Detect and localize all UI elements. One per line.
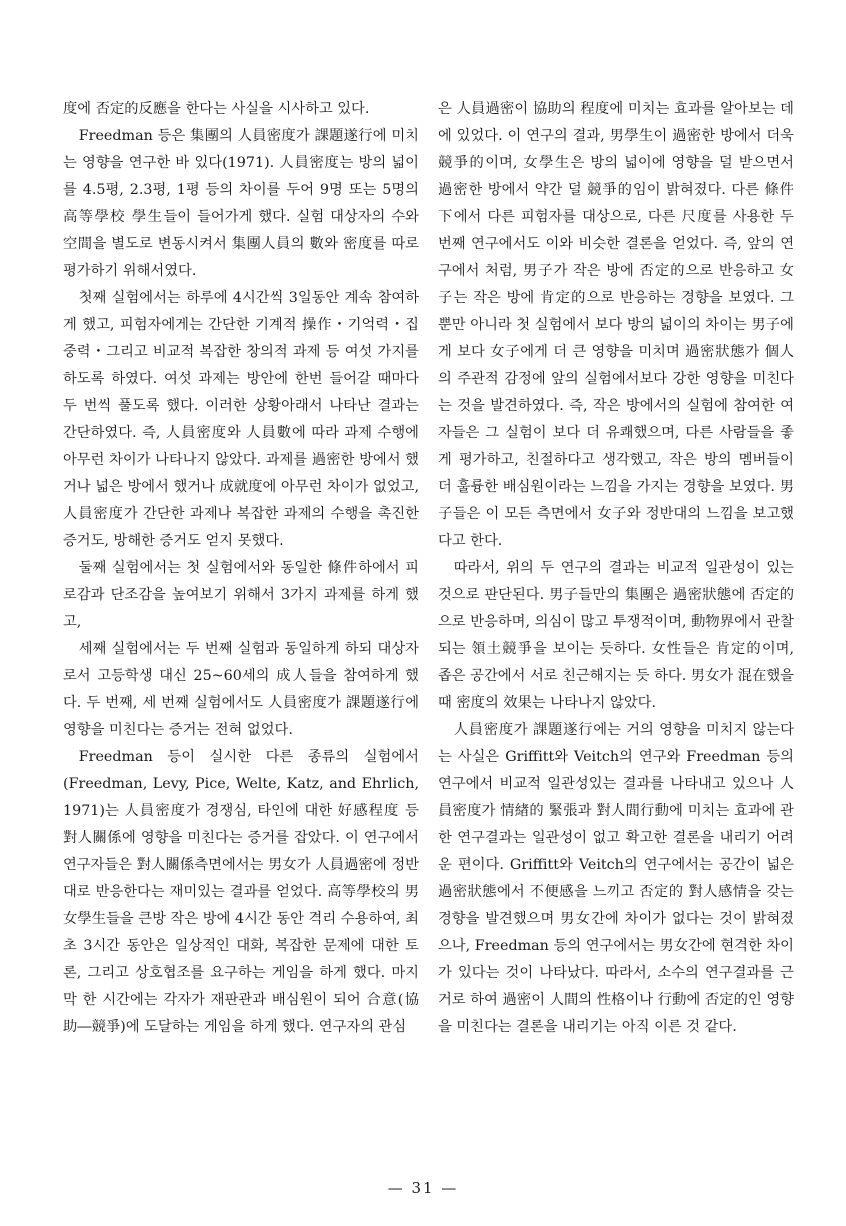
- paragraph: 따라서, 위의 두 연구의 결과는 비교적 일관성이 있는 것으로 판단된다. 男子들만의 集團은 過密狀態에 否定的으로 반응하며, 의심이 많고 투쟁적이며, 動物界에서 관찰되는 領土競爭을 보이는 듯하다. 女性들은 肯定的이며, 좁은 공간에서 서로 친근해지는 듯 하다. 男女가 混在했을 때 密度의 效果는 나타나지 않았다.: [438, 560, 794, 711]
- right-column: [438, 96, 794, 1041]
- paragraph: Freedman 등이 실시한 다른 종류의 실험에서 (Freedman, Levy, Pice, Welte, Katz, and Ehrlich, 1971)는 人員密度가 경쟁심, 타인에 대한 好感程度 등 對人關係에 영향을 미친다는 증거를 잡았다. 이 연구에서 연구자들은 對人關係측면에서는 男女가 人員過密에 정반대로 반응한다는 재미있는 결과를 얻었다. 高等學校의 男女學生들을 큰방 작은 방에 4시간 동안 격리 수용하여, 최초 3시간 동안은 일상적인 대화, 복잡한 문제에 대한 토론, 그리고 상호협조를 요구하는 게임을 하게 했다. 마지막 한 시간에는 각자가 재판관과 배심원이 되어 合意(協助―競爭)에 도달하는 게임을 하게 했다. 연구자의 관심: [63, 749, 419, 1035]
- paragraph: Freedman 등은 集團의 人員密度가 課題遂行에 미치는 영향을 연구한 바 있다(1971). 人員密度는 방의 넓이를 4.5평, 2.3평, 1평 등의 차이를 두어 9명 또는 5명의 高等學校 學生들이 들어가게 했다. 실험 대상자의 수와 空間을 별도로 변동시켜서 集團人員의 數와 密度를 따로 평가하기 위해서였다.: [63, 128, 419, 279]
- paragraph: 度에 否定的反應을 한다는 사실을 시사하고 있다.: [63, 101, 370, 117]
- left-column: [63, 96, 419, 1041]
- paragraph: 人員密度가 課題遂行에는 거의 영향을 미치지 않는다는 사실은 Griffitt와 Veitch의 연구와 Freedman 등의 연구에서 비교적 일관성있는 결과를 나타내고 있으나 人員密度가 情緖的 緊張과 對人間行動에 미치는 효과에 관한 연구결과는 일관성이 없고 확고한 결론을 내리기 어려운 편이다. Griffitt와 Veitch의 연구에서는 공간이 넓은 過密狀態에서 不便感을 느끼고 否定的 對人感情을 갖는 경향을 발견했으며 男女간에 차이가 없다는 것이 밝혀졌으나, Freedman 등의 연구에서는 男女간에 현격한 차이가 있다는 것이 나타났다. 따라서, 소수의 연구결과를 근거로 하여 過密이 人間의 性格이나 行動에 否定的인 영향을 미친다는 결론을 내리기는 아직 이른 것 같다.: [438, 722, 794, 1035]
- paragraph: 은 人員過密이 協助의 程度에 미치는 효과를 알아보는 데에 있었다. 이 연구의 결과, 男學生이 過密한 방에서 더욱 競爭的이며, 女學生은 방의 넓이에 영향을 덜 받으면서 過密한 방에서 약간 덜 競爭的임이 밝혀졌다. 다른 條件下에서 다른 피험자를 대상으로, 다른 尺度를 사용한 두 번째 연구에서도 이와 비슷한 결론을 얻었다. 즉, 앞의 연구에서 처럼, 男子가 작은 방에 否定的으로 반응하고 女子는 작은 방에 肯定的으로 반응하는 경향을 보였다. 그 뿐만 아니라 첫 실험에서 보다 방의 넓이의 차이는 男子에게 보다 女子에게 더 큰 영향을 미치며 過密狀態가 個人의 주관적 감정에 앞의 실험에서보다 강한 영향을 미친다는 것을 발견하였다. 즉, 작은 방에서의 실험에 참여한 여자들은 그 실험이 보다 더 유쾌했으며, 다른 사람들을 좋게 평가하고, 친절하다고 생각했고, 작은 방의 멤버들이 더 훌륭한 배심원이라는 느낌을 가지는 경향을 보였다. 男子들은 이 모든 측면에서 女子와 정반대의 느낌을 보고했다고 한다.: [438, 101, 794, 549]
- paragraph: 둘째 실험에서는 첫 실험에서와 동일한 條件하에서 피로감과 단조감을 높여보기 위해서 3가지 과제를 하게 했고,: [63, 560, 419, 630]
- paragraph: 세째 실험에서는 두 번째 실험과 동일하게 하되 대상자로서 고등학생 대신 25~60세의 成人들을 참여하게 했다. 두 번째, 세 번째 실험에서도 人員密度가 課題遂行에 영향을 미친다는 증거는 전혀 없었다.: [63, 641, 419, 738]
- page-number: — 31 —: [387, 1179, 459, 1197]
- paragraph: 첫째 실험에서는 하루에 4시간씩 3일동안 계속 참여하게 했고, 피험자에게는 간단한 기계적 操作・기억력・집중력・그리고 비교적 복잡한 창의적 과제 등 여섯 가지를 하도록 하였다. 여섯 과제는 방안에 한번 들어갈 때마다 두 번씩 풀도록 했다. 이러한 상황아래서 나타난 결과는 간단하였다. 즉, 人員密度와 人員數에 따라 과제 수행에 아무런 차이가 나타나지 않았다. 과제를 過密한 방에서 했거나 넓은 방에서 했거나 成就度에 아무런 차이가 없었고, 人員密度가 간단한 과제나 복잡한 과제의 수행을 촉진한 증거도, 방해한 증거도 얻지 못했다.: [63, 290, 419, 549]
